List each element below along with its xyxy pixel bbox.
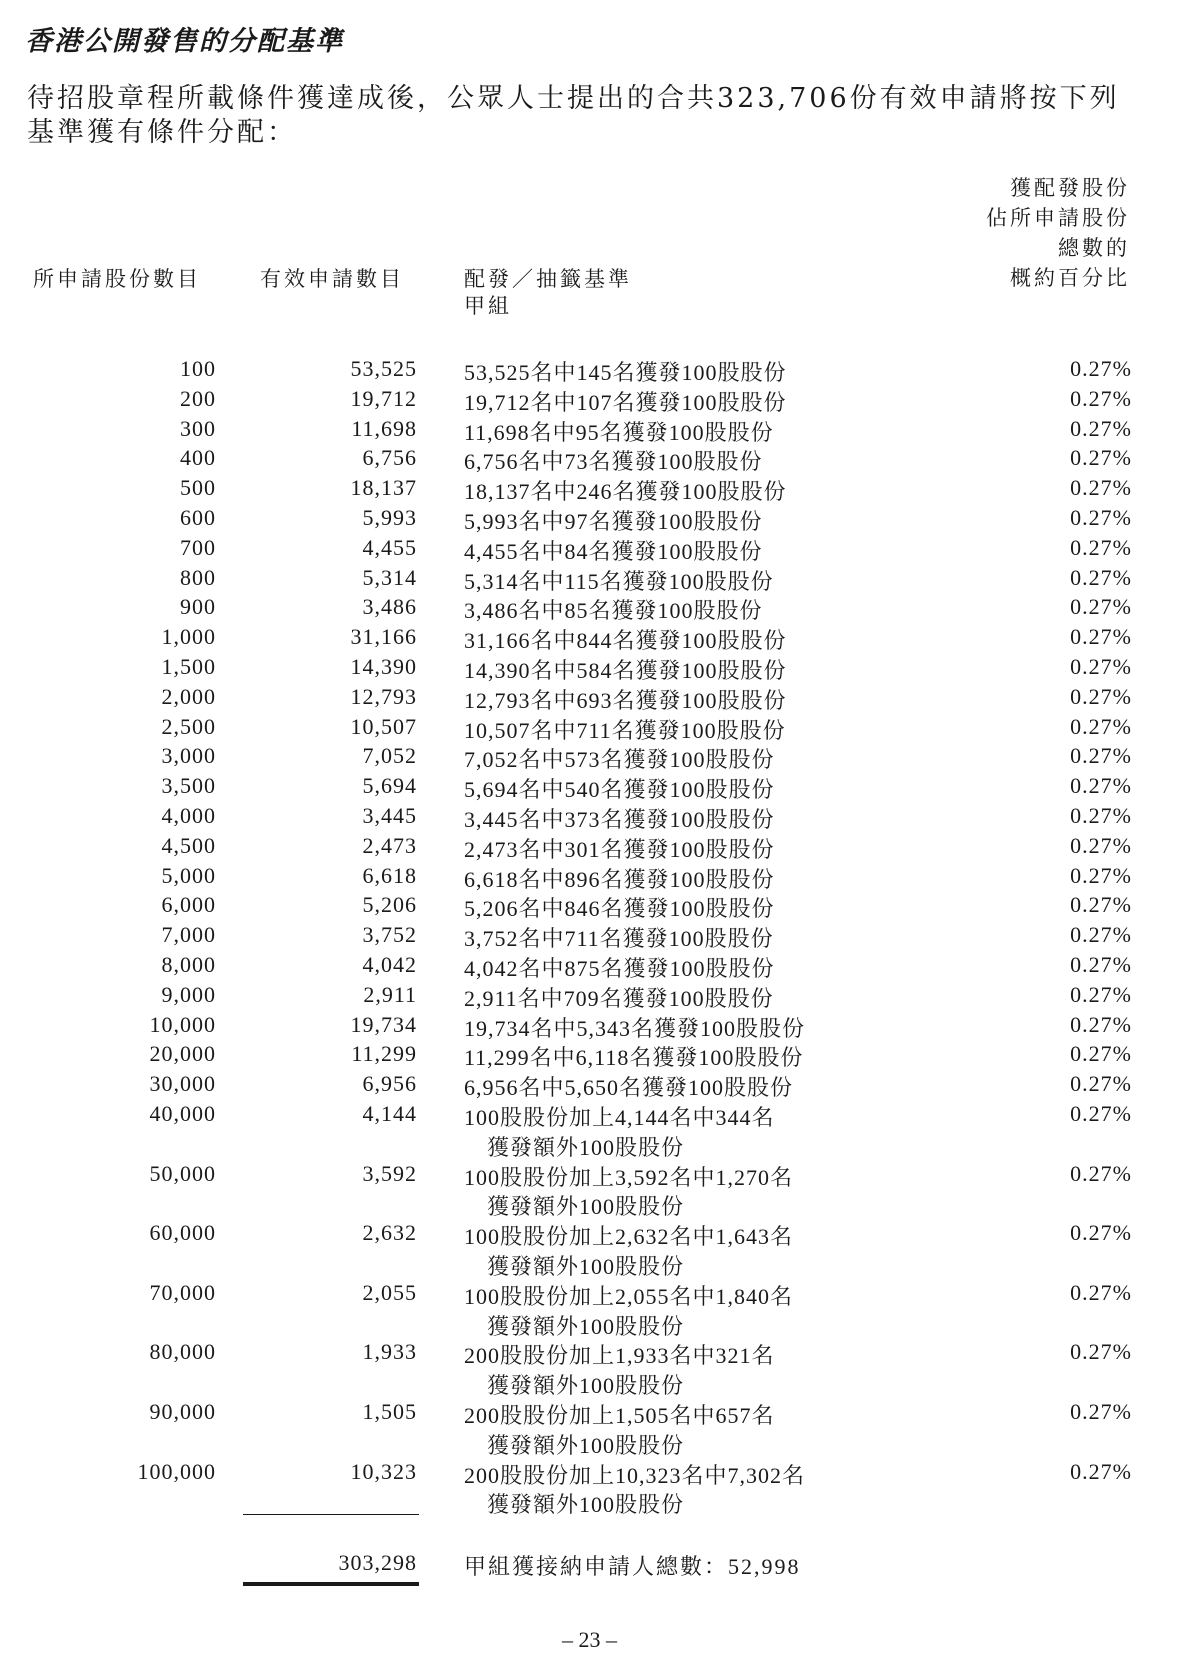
row-percentage: 0.27% — [1070, 1011, 1132, 1037]
row-allocation-basis: 31,166名中844名獲發100股股份 — [464, 628, 787, 654]
row-allocation-basis: 5,993名中97名獲發100股股份 — [464, 509, 763, 534]
row-shares-applied: 800 — [180, 564, 216, 590]
page-number: – 23 – — [562, 1627, 617, 1652]
row-shares-applied: 3,000 — [161, 743, 216, 769]
row-allocation-basis-continued: 獲發額外100股股份 — [487, 1254, 685, 1279]
row-shares-applied: 4,000 — [161, 803, 216, 828]
row-percentage: 0.27% — [1070, 1458, 1132, 1484]
row-allocation-basis: 100股股份加上2,055名中1,840名 — [464, 1283, 794, 1309]
row-percentage: 0.27% — [1070, 862, 1132, 888]
row-valid-applications: 2,911 — [363, 981, 417, 1007]
row-allocation-basis: 200股股份加上1,933名中321名 — [464, 1343, 775, 1369]
row-percentage: 0.27% — [1070, 1279, 1132, 1305]
row-valid-applications: 14,390 — [350, 654, 417, 679]
row-percentage: 0.27% — [1070, 803, 1132, 828]
row-percentage: 0.27% — [1070, 773, 1132, 799]
row-allocation-basis: 200股股份加上1,505名中657名 — [464, 1403, 775, 1428]
row-valid-applications: 11,698 — [351, 415, 417, 441]
row-percentage: 0.27% — [1070, 624, 1132, 650]
row-shares-applied: 300 — [180, 415, 216, 441]
header-shares-applied: 所申請股份數目 — [33, 267, 201, 291]
row-allocation-basis-continued: 獲發額外100股股份 — [487, 1313, 685, 1339]
row-shares-applied: 600 — [180, 505, 216, 530]
row-shares-applied: 50,000 — [149, 1160, 216, 1186]
header-valid-applications: 有效申請數目 — [260, 267, 404, 291]
row-shares-applied: 6,000 — [161, 892, 216, 918]
row-allocation-basis: 3,445名中373名獲發100股股份 — [464, 807, 775, 832]
row-shares-applied: 400 — [180, 445, 216, 471]
row-valid-applications: 3,752 — [362, 922, 417, 948]
row-valid-applications: 4,455 — [362, 534, 417, 560]
row-shares-applied: 9,000 — [161, 981, 216, 1007]
row-allocation-basis: 2,473名中301名獲發100股股份 — [464, 836, 775, 862]
row-valid-applications: 7,052 — [362, 743, 417, 769]
row-percentage: 0.27% — [1070, 743, 1132, 769]
row-shares-applied: 100 — [180, 356, 216, 381]
row-allocation-basis: 5,694名中540名獲發100股股份 — [464, 777, 775, 803]
row-allocation-basis: 7,052名中573名獲發100股股份 — [464, 747, 775, 773]
row-valid-applications: 18,137 — [350, 475, 417, 501]
row-shares-applied: 70,000 — [149, 1279, 216, 1305]
row-percentage: 0.27% — [1070, 594, 1132, 620]
row-allocation-basis: 14,390名中584名獲發100股股份 — [464, 658, 787, 683]
row-allocation-basis: 10,507名中711名獲發100股股份 — [464, 717, 786, 743]
row-shares-applied: 100,000 — [137, 1458, 216, 1484]
row-valid-applications: 4,144 — [362, 1101, 417, 1126]
row-percentage: 0.27% — [1070, 654, 1132, 679]
row-valid-applications: 12,793 — [350, 683, 417, 709]
row-percentage: 0.27% — [1070, 981, 1132, 1007]
row-valid-applications: 31,166 — [350, 624, 417, 650]
total-applications: 303,298 — [338, 1550, 417, 1575]
header-percentage-line: 佔所申請股份 — [986, 206, 1130, 230]
row-allocation-basis: 200股股份加上10,323名中7,302名 — [464, 1462, 806, 1488]
row-allocation-basis: 6,756名中73名獲發100股股份 — [464, 449, 763, 475]
header-allocation-basis: 配發／抽籤基準 — [464, 267, 632, 291]
row-valid-applications: 4,042 — [362, 952, 417, 977]
row-shares-applied: 1,500 — [161, 654, 216, 679]
row-valid-applications: 1,505 — [362, 1399, 417, 1424]
row-valid-applications: 5,993 — [362, 505, 417, 530]
header-percentage-line: 獲配發股份 — [1010, 176, 1130, 200]
row-allocation-basis-continued: 獲發額外100股股份 — [487, 1134, 685, 1160]
row-allocation-basis-continued: 獲發額外100股股份 — [487, 1194, 685, 1220]
total-double-rule — [243, 1582, 419, 1586]
row-allocation-basis-continued: 獲發額外100股股份 — [487, 1492, 685, 1518]
row-valid-applications: 19,712 — [350, 385, 417, 411]
row-allocation-basis: 5,206名中846名獲發100股股份 — [464, 896, 775, 922]
row-valid-applications: 3,486 — [362, 594, 417, 620]
row-valid-applications: 5,206 — [362, 892, 417, 918]
row-shares-applied: 1,000 — [161, 624, 216, 650]
row-percentage: 0.27% — [1070, 683, 1132, 709]
row-shares-applied: 10,000 — [149, 1011, 216, 1037]
row-allocation-basis: 4,042名中875名獲發100股股份 — [464, 956, 775, 981]
row-percentage: 0.27% — [1070, 564, 1132, 590]
row-valid-applications: 6,956 — [362, 1071, 417, 1097]
page-title: 香港公開發售的分配基準 — [25, 26, 344, 57]
row-allocation-basis-continued: 獲發額外100股股份 — [487, 1432, 685, 1458]
row-allocation-basis: 3,486名中85名獲發100股股份 — [464, 598, 763, 624]
row-allocation-basis: 5,314名中115名獲發100股股份 — [464, 568, 774, 594]
row-shares-applied: 2,000 — [161, 683, 216, 709]
row-valid-applications: 10,507 — [350, 713, 417, 739]
row-percentage: 0.27% — [1070, 445, 1132, 471]
row-shares-applied: 700 — [180, 534, 216, 560]
row-percentage: 0.27% — [1070, 1041, 1132, 1067]
total-successful-applicants: 甲組獲接納申請人總數：52,998 — [464, 1554, 801, 1579]
row-percentage: 0.27% — [1070, 475, 1132, 501]
row-valid-applications: 2,055 — [362, 1279, 417, 1305]
row-shares-applied: 3,500 — [161, 773, 216, 799]
header-group: 甲組 — [464, 294, 512, 318]
row-percentage: 0.27% — [1070, 1101, 1132, 1126]
row-shares-applied: 4,500 — [161, 832, 216, 858]
row-allocation-basis: 100股股份加上4,144名中344名 — [464, 1105, 775, 1130]
row-percentage: 0.27% — [1070, 534, 1132, 560]
row-allocation-basis: 19,734名中5,343名獲發100股股份 — [464, 1015, 806, 1041]
row-allocation-basis: 6,618名中896名獲發100股股份 — [464, 866, 775, 892]
header-percentage-line: 概約百分比 — [1010, 266, 1130, 290]
row-valid-applications: 1,933 — [362, 1339, 417, 1365]
row-shares-applied: 7,000 — [161, 922, 216, 948]
row-valid-applications: 5,694 — [362, 773, 417, 799]
row-allocation-basis: 53,525名中145名獲發100股股份 — [464, 360, 787, 385]
row-valid-applications: 11,299 — [351, 1041, 417, 1067]
row-percentage: 0.27% — [1070, 1339, 1132, 1365]
row-allocation-basis: 3,752名中711名獲發100股股份 — [464, 926, 774, 952]
row-shares-applied: 900 — [180, 594, 216, 620]
row-shares-applied: 500 — [180, 475, 216, 501]
intro-paragraph: 待招股章程所載條件獲達成後，公眾人士提出的合共323,706份有效申請將按下列基準獲有條件分配： — [27, 83, 1120, 148]
row-valid-applications: 3,445 — [362, 803, 417, 828]
row-allocation-basis: 4,455名中84名獲發100股股份 — [464, 538, 763, 564]
row-percentage: 0.27% — [1070, 952, 1132, 977]
row-percentage: 0.27% — [1070, 356, 1132, 381]
row-allocation-basis-continued: 獲發額外100股股份 — [487, 1373, 685, 1399]
row-allocation-basis: 100股股份加上2,632名中1,643名 — [464, 1224, 794, 1250]
row-shares-applied: 30,000 — [149, 1071, 216, 1097]
row-percentage: 0.27% — [1070, 415, 1132, 441]
row-shares-applied: 2,500 — [161, 713, 216, 739]
row-percentage: 0.27% — [1070, 505, 1132, 530]
row-valid-applications: 2,473 — [362, 832, 417, 858]
row-percentage: 0.27% — [1070, 713, 1132, 739]
row-percentage: 0.27% — [1070, 1399, 1132, 1424]
row-valid-applications: 10,323 — [350, 1458, 417, 1484]
row-valid-applications: 3,592 — [362, 1160, 417, 1186]
row-percentage: 0.27% — [1070, 892, 1132, 918]
row-percentage: 0.27% — [1070, 385, 1132, 411]
row-percentage: 0.27% — [1070, 832, 1132, 858]
row-shares-applied: 80,000 — [149, 1339, 216, 1365]
row-allocation-basis: 11,698名中95名獲發100股股份 — [464, 419, 774, 445]
row-percentage: 0.27% — [1070, 1160, 1132, 1186]
row-valid-applications: 2,632 — [362, 1220, 417, 1246]
row-shares-applied: 5,000 — [161, 862, 216, 888]
row-shares-applied: 8,000 — [161, 952, 216, 977]
row-allocation-basis: 2,911名中709名獲發100股股份 — [464, 985, 774, 1011]
row-shares-applied: 20,000 — [149, 1041, 216, 1067]
row-shares-applied: 90,000 — [149, 1399, 216, 1424]
row-shares-applied: 40,000 — [149, 1101, 216, 1126]
row-allocation-basis: 6,956名中5,650名獲發100股股份 — [464, 1075, 794, 1101]
header-percentage — [986, 173, 1130, 293]
row-percentage: 0.27% — [1070, 922, 1132, 948]
subtotal-rule — [243, 1514, 419, 1515]
row-allocation-basis: 100股股份加上3,592名中1,270名 — [464, 1164, 794, 1190]
row-valid-applications: 5,314 — [362, 564, 417, 590]
row-shares-applied: 200 — [180, 385, 216, 411]
row-allocation-basis: 11,299名中6,118名獲發100股股份 — [464, 1045, 804, 1071]
row-allocation-basis: 18,137名中246名獲發100股股份 — [464, 479, 787, 505]
row-shares-applied: 60,000 — [149, 1220, 216, 1246]
row-percentage: 0.27% — [1070, 1220, 1132, 1246]
row-percentage: 0.27% — [1070, 1071, 1132, 1097]
row-valid-applications: 6,618 — [362, 862, 417, 888]
row-valid-applications: 6,756 — [362, 445, 417, 471]
row-allocation-basis: 19,712名中107名獲發100股股份 — [464, 389, 787, 415]
header-percentage-line: 總數的 — [1058, 236, 1130, 260]
row-valid-applications: 53,525 — [350, 356, 417, 381]
row-valid-applications: 19,734 — [350, 1011, 417, 1037]
row-allocation-basis: 12,793名中693名獲發100股股份 — [464, 687, 787, 713]
